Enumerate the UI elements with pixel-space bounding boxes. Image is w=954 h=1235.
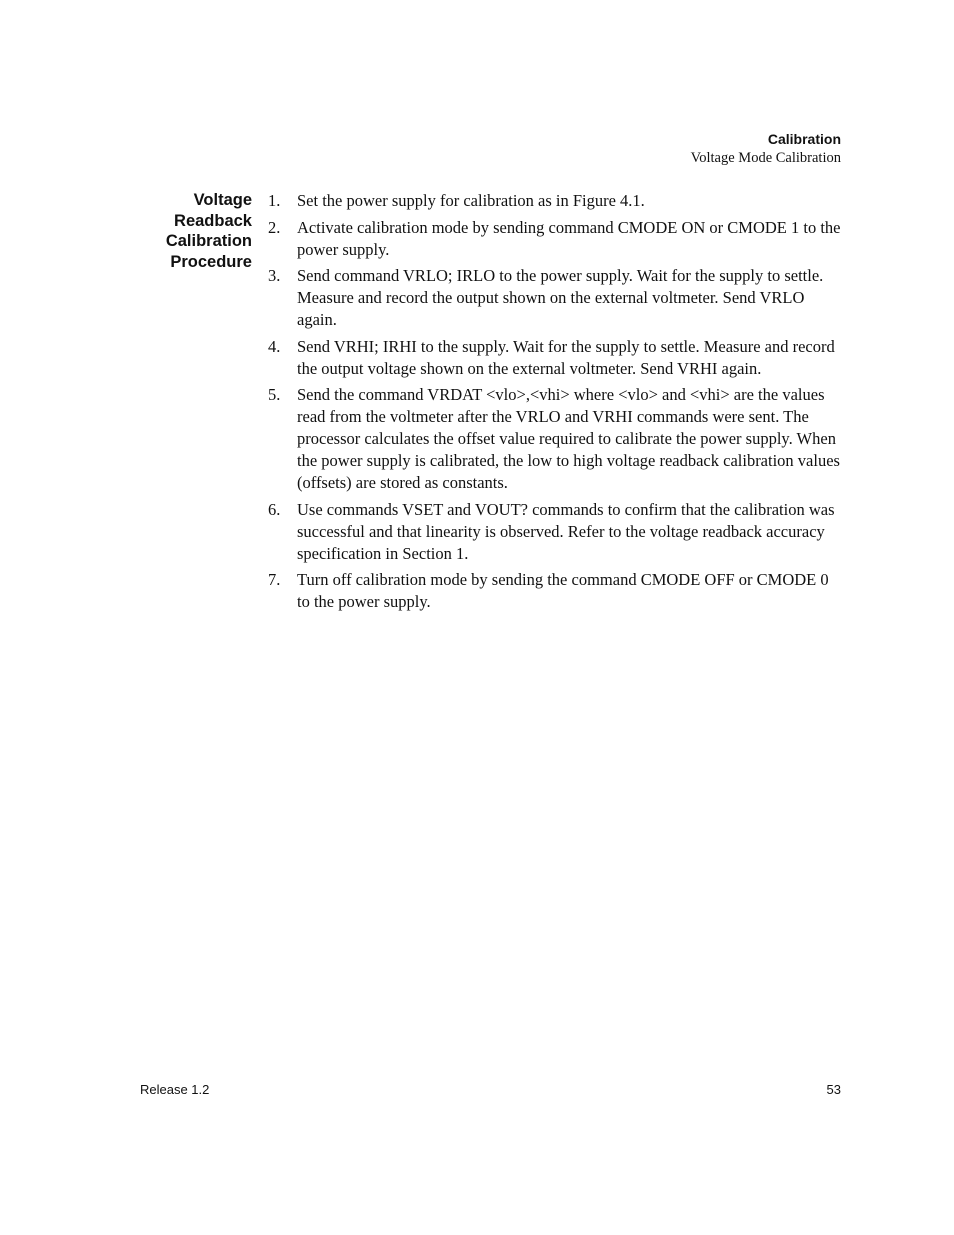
step-text: Activate calibration mode by sending command CMODE ON or CMODE 1 to the power supply. [297, 217, 841, 259]
procedure-step [268, 336, 843, 380]
step-text: Turn off calibration mode by sending the command CMODE OFF or CMODE 0 to the power supply. [297, 570, 829, 611]
step-number: 2. [268, 217, 281, 237]
step-text: Set the power supply for calibration as in Figure 4.1. [297, 191, 645, 210]
step-number: 5. [268, 385, 281, 404]
step-number: 3. [268, 266, 281, 285]
header-section-title: Voltage Mode Calibration [690, 150, 841, 166]
step-text: Use commands VSET and VOUT? commands to confirm that the calibration was successful and that linearity is observed. Refer to the voltage readback accuracy specification in Section 1. [297, 499, 835, 563]
side-heading-line: Readback [174, 211, 252, 230]
step-text: Send VRHI; IRHI to the supply. Wait for the supply to settle. Measure and record the output voltage shown on the external voltmeter. Send VRHI again. [297, 336, 835, 378]
procedure-step [268, 265, 843, 331]
header-chapter-title: Calibration [767, 131, 841, 147]
footer-release: Release 1.2 [140, 1082, 210, 1097]
step-number: 4. [268, 336, 281, 356]
procedure-step [268, 217, 843, 261]
procedure-step [268, 384, 843, 494]
side-heading-line: Calibration [165, 232, 252, 250]
side-heading-line: Voltage [193, 191, 252, 209]
procedure-step [268, 499, 843, 565]
running-header [691, 130, 841, 168]
step-text: Send command VRLO; IRLO to the power supply. Wait for the supply to settle. Measure and record the output shown on the external voltmeter. Send VRLO again. [297, 266, 824, 329]
footer-page-number: 53 [826, 1082, 841, 1097]
step-number: 6. [268, 499, 281, 519]
step-text: Send the command VRDAT <vlo>,<vhi> where <vlo> and <vhi> are the values read from the voltmeter after the VRLO and VRHI commands were sent. The processor calculates the offset value required to calibrate the power supply. When the power supply is calibrated, the low to high voltage readback calibration values (offsets) are stored as constants. [297, 385, 840, 492]
step-number: 1. [268, 191, 281, 210]
side-heading [112, 190, 252, 272]
procedure-step [268, 190, 843, 212]
procedure-steps-list [268, 190, 843, 618]
step-number: 7. [268, 570, 281, 589]
side-heading-line: Procedure [170, 252, 252, 271]
procedure-step [268, 569, 843, 613]
